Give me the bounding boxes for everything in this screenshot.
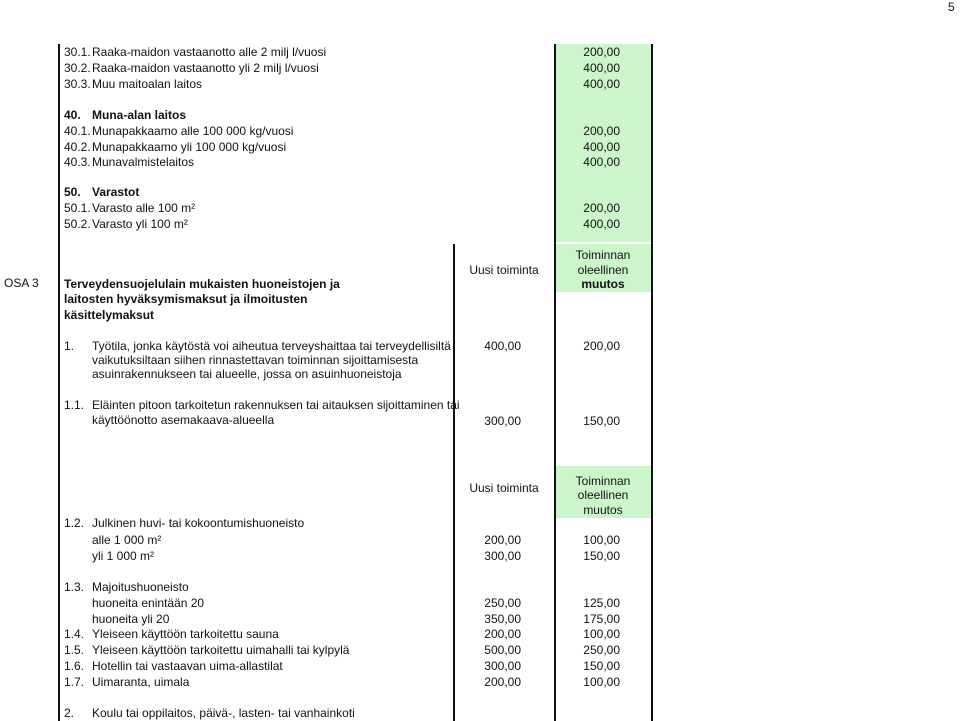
row-text: Julkinen huvi- tai kokoontumishuoneisto: [92, 516, 305, 530]
rule-change: [651, 44, 653, 721]
row-code: 1.4.: [64, 627, 85, 641]
row-price: 400,00: [583, 217, 620, 231]
row-price: 200,00: [583, 201, 620, 215]
column-header-new-2: Uusi toiminta: [469, 481, 539, 495]
row-new-fee: 250,00: [484, 596, 521, 610]
row-text: huoneita yli 20: [92, 612, 170, 626]
item1-line1: Työtila, jonka käytöstä voi aiheutua terveyshaittaa tai terveydellisiltä: [92, 339, 451, 353]
row-new-fee: 200,00: [484, 675, 521, 689]
row-change-fee: 100,00: [583, 627, 620, 641]
row-price: 200,00: [583, 124, 620, 138]
row-code: 1.6.: [64, 659, 85, 673]
row-code: 40.3.: [64, 155, 91, 169]
row-code: 30.1.: [64, 45, 91, 59]
row-change-fee: 175,00: [583, 612, 620, 626]
rule-left: [58, 44, 60, 721]
row-price: 400,00: [583, 140, 620, 154]
row-change-fee: 125,00: [583, 596, 620, 610]
row-price: 400,00: [583, 77, 620, 91]
column-header-change-2-2: oleellinen: [577, 488, 629, 502]
row-code: 50.2.: [64, 217, 91, 231]
row-text: huoneita enintään 20: [92, 596, 205, 610]
row-new-fee: 350,00: [484, 612, 521, 626]
row-change-fee: 100,00: [583, 533, 620, 547]
row-price: 200,00: [583, 45, 620, 59]
section-code: 40.: [64, 108, 81, 122]
row-code: 40.1.: [64, 124, 91, 138]
item1-line2: vaikutuksiltaan siihen rinnastettavan toiminnan sijoittamisesta: [92, 353, 419, 367]
item1-line3: asuinrakennukseen tai alueelle, jossa on asuinhuoneistoja: [92, 367, 402, 381]
row-price: 400,00: [583, 61, 620, 75]
row-change-fee: 250,00: [583, 643, 620, 657]
column-header-change-2-1: Toiminnan: [575, 474, 631, 488]
row-new-fee: 200,00: [484, 533, 521, 547]
osa3-title-line3: käsittelymaksut: [64, 308, 155, 322]
page-number: 5: [948, 0, 955, 14]
row-new-fee: 200,00: [484, 627, 521, 641]
row-text: Hotellin tai vastaavan uima-allastilat: [92, 659, 283, 673]
row-code: 30.3.: [64, 77, 91, 91]
row-text: alle 1 000 m²: [92, 533, 162, 547]
row-text: yli 1 000 m²: [92, 549, 155, 563]
item11-change-fee: 150,00: [583, 414, 620, 428]
column-header-change-3: muutos: [581, 277, 625, 291]
row-code: 1.7.: [64, 675, 85, 689]
row-change-fee: 150,00: [583, 549, 620, 563]
row-change-fee: 150,00: [583, 659, 620, 673]
row-text: Muu maitoalan laitos: [92, 77, 203, 91]
section-label: OSA 3: [4, 276, 39, 290]
column-header-change-2: oleellinen: [577, 263, 629, 277]
row-change-fee: 100,00: [583, 675, 620, 689]
row-text: Majoitushuoneisto: [92, 580, 189, 594]
item1-code: 1.: [64, 339, 75, 353]
row-text: Munavalmistelaitos: [92, 155, 195, 169]
row-text: Raaka-maidon vastaanotto alle 2 milj l/vuosi: [92, 45, 327, 59]
row-text: Varasto alle 100 m²: [92, 201, 196, 215]
section-title: Varastot: [92, 185, 140, 199]
row-text: Koulu tai oppilaitos, päivä-, lasten- tai vanhainkoti: [92, 706, 355, 720]
column-header-change-1: Toiminnan: [575, 248, 631, 262]
row-code: 1.3.: [64, 580, 85, 594]
row-text: Yleiseen käyttöön tarkoitettu uimahalli tai kylpylä: [92, 643, 350, 657]
row-price: 400,00: [583, 155, 620, 169]
osa3-title-line2: laitosten hyväksymismaksut ja ilmoitusten: [64, 292, 308, 306]
column-header-change-2-3: muutos: [583, 503, 623, 517]
row-code: 30.2.: [64, 61, 91, 75]
item1-new-fee: 400,00: [484, 339, 521, 353]
row-text: Varasto yli 100 m²: [92, 217, 188, 231]
section-title: Muna-alan laitos: [92, 108, 187, 122]
row-new-fee: 300,00: [484, 659, 521, 673]
section-code: 50.: [64, 185, 81, 199]
row-new-fee: 300,00: [484, 549, 521, 563]
row-code: 1.5.: [64, 643, 85, 657]
item1-change-fee: 200,00: [583, 339, 620, 353]
row-code: 1.2.: [64, 516, 85, 530]
row-new-fee: 500,00: [484, 643, 521, 657]
row-text: Yleiseen käyttöön tarkoitettu sauna: [92, 627, 279, 641]
row-code: 50.1.: [64, 201, 91, 215]
row-text: Munapakkaamo yli 100 000 kg/vuosi: [92, 140, 287, 154]
row-text: Raaka-maidon vastaanotto yli 2 milj l/vuosi: [92, 61, 319, 75]
row-code: 2.: [64, 706, 75, 720]
item11-new-fee: 300,00: [484, 414, 521, 428]
column-header-new: Uusi toiminta: [469, 263, 539, 277]
row-text: Uimaranta, uimala: [92, 675, 190, 689]
item11-code: 1.1.: [64, 398, 85, 412]
row-text: Munapakkaamo alle 100 000 kg/vuosi: [92, 124, 294, 138]
row-code: 40.2.: [64, 140, 91, 154]
item11-line1: Eläinten pitoon tarkoitetun rakennuksen tai aitauksen sijoittaminen tai: [92, 398, 460, 412]
item11-line2: käyttöönotto asemakaava-alueella: [92, 413, 275, 427]
osa3-title-line1: Terveydensuojelulain mukaisten huoneistojen ja: [64, 277, 340, 291]
